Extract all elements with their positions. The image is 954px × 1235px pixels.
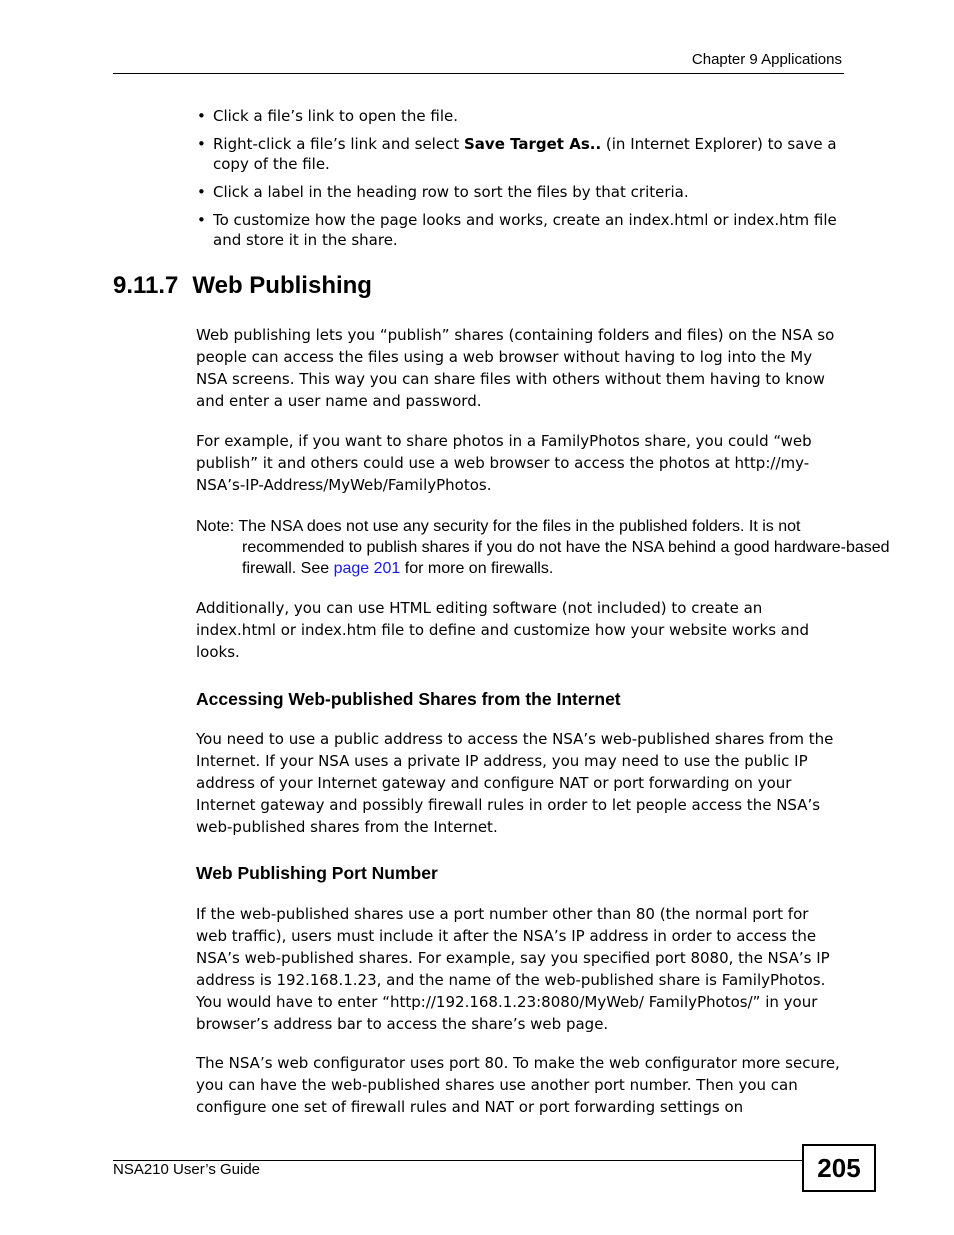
subheading-port-number: Web Publishing Port Number — [196, 863, 438, 883]
page-number: 205 — [802, 1144, 876, 1192]
paragraph-public-address: You need to use a public address to access the NSA’s web-published shares from the Internet. If your NSA uses a private IP address, you may need to use the public IP address of your Internet gateway and configure NAT or port forwarding on your Internet gateway and possibly firewall rules in order to let people access the NSA’s web-published shares from the Internet. — [196, 730, 834, 836]
subheading-accessing: Accessing Web-published Shares from the Internet — [196, 689, 621, 709]
paragraph-port: If the web-published shares use a port number other than 80 (the normal port for web traffic), users must include it after the NSA’s IP address in order to access the NSA’s web-published shares. For example, say you specified port 8080, the NSA’s IP address is 192.168.1.23, and the name of the web-published share is FamilyPhotos. You would have to enter “http://192.168.1.23:8080/MyWeb/ FamilyPhotos/” in your browser’s address bar to access the share’s web page. — [196, 905, 830, 1033]
section-title: Web Publishing — [192, 272, 372, 299]
note-block — [196, 516, 890, 579]
chapter-header: Chapter 9 Applications — [691, 51, 842, 68]
note-text: The NSA does not use any security for the files in the published folders. It is not recommended to publish shares if you do not have the NSA behind a good hardware-based firewall. See — [238, 518, 890, 577]
section-heading — [113, 272, 372, 300]
note-prefix: Note: — [196, 518, 239, 535]
bullet-text: (in Internet Explorer) to save a copy of the file. — [213, 135, 837, 173]
header-rule — [113, 73, 844, 74]
bullet-bold-text: Save Target As.. — [463, 135, 602, 153]
bullet-item — [197, 182, 847, 202]
note-text-end: for more on firewalls. — [400, 560, 554, 577]
guide-title: NSA210 User’s Guide — [113, 1161, 261, 1178]
section-number: 9.11.7 — [113, 272, 179, 299]
bullet-item — [197, 106, 847, 126]
bullet-dot: • — [197, 135, 206, 153]
page-link[interactable]: page 201 — [333, 560, 401, 577]
bullet-text: Right-click a file’s link and select — [213, 135, 464, 153]
bullet-dot: • — [197, 211, 206, 229]
paragraph-intro: Web publishing lets you “publish” shares (containing folders and files) on the NSA so people can access the files using a web browser without having to log into the My NSA screens. This way you can share files with others without them having to know and enter a user name and password. — [196, 326, 835, 410]
bullet-text: Click a label in the heading row to sort the files by that criteria. — [213, 183, 689, 201]
bullet-dot: • — [197, 183, 206, 201]
paragraph-additionally: Additionally, you can use HTML editing software (not included) to create an index.html or index.htm file to define and customize how your website works and looks. — [196, 599, 810, 661]
bullet-item — [197, 134, 847, 174]
bullet-list — [197, 106, 847, 258]
paragraph-configurator: The NSA’s web configurator uses port 80. To make the web configurator more secure, you can have the web-published shares use another port number. Then you can configure one set of firewall rules and NAT or port forwarding settings on — [196, 1054, 840, 1116]
bullet-text: To customize how the page looks and works, create an index.html or index.htm file and store it in the share. — [213, 211, 837, 249]
bullet-item — [197, 210, 847, 250]
bullet-text: Click a file’s link to open the file. — [213, 107, 458, 125]
paragraph-example: For example, if you want to share photos in a FamilyPhotos share, you could “web publish” it and others could use a web browser to access the photos at http://my-NSA’s-IP-Address/MyWeb/FamilyPhotos. — [196, 432, 812, 494]
bullet-dot: • — [197, 107, 206, 125]
